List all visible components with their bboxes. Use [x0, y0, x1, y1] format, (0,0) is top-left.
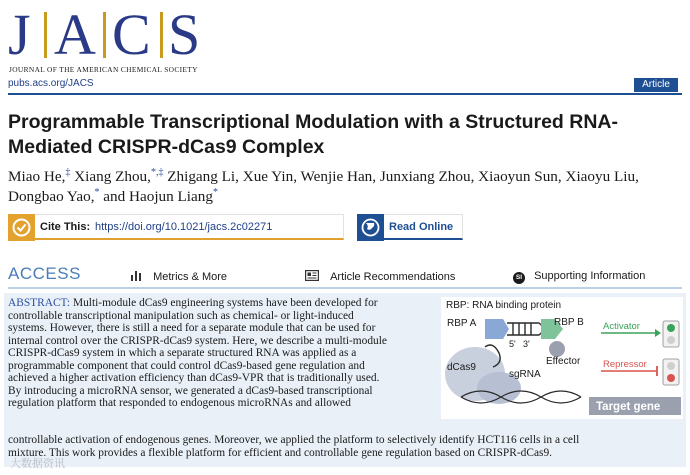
repressor-label: Repressor: [603, 359, 647, 370]
effector-label: Effector: [546, 356, 581, 367]
recommendations-label: Article Recommendations: [330, 271, 456, 283]
access-heading: ACCESS: [8, 264, 81, 283]
green-light: [667, 324, 675, 332]
author-name[interactable]: Miao He,: [8, 168, 66, 185]
abstract-line: controllable transcriptional manipulation such as chemical- or light-induced: [8, 309, 354, 322]
target-gene-label: Target gene: [596, 401, 661, 413]
read-online-label: Read Online: [389, 221, 454, 233]
rbp-b-label: RBP B: [554, 317, 584, 328]
header-rule: [8, 93, 682, 95]
author-name[interactable]: Dongbao Yao,: [8, 188, 95, 205]
sgrna-label: sgRNA: [509, 369, 541, 380]
si-icon: [513, 272, 525, 284]
metrics-link[interactable]: [130, 270, 227, 283]
journal-logo[interactable]: [8, 2, 223, 74]
dcas9-label: dCas9: [447, 362, 476, 373]
activator-label: Activator: [603, 321, 640, 332]
affiliation-mark: *: [212, 186, 218, 198]
affiliation-mark: *,‡: [150, 166, 164, 178]
abstract-line: ABSTRACT: Multi-module dCas9 engineering systems have been developed for: [8, 297, 378, 309]
si-badge-text: SI: [515, 274, 523, 281]
abstract-heading: ABSTRACT:: [8, 297, 71, 309]
cite-this-box: [8, 214, 344, 240]
abstract-text-full-width: [8, 434, 684, 459]
title-line: Mediated CRISPR-dCas9 Complex: [8, 136, 325, 158]
toc-graphic: [441, 297, 683, 419]
watermark: 大数据资讯: [10, 458, 65, 470]
grey-light: [667, 336, 675, 344]
abstract-line: internal control over the CRISPR-dCas9 system. Here, we describe a multi-module: [8, 334, 387, 347]
journal-url[interactable]: pubs.acs.org/JACS: [8, 78, 94, 89]
abstract-line: By introducing a microRNA sensor, we generated a dCas9-based transcriptional: [8, 384, 373, 397]
three-prime-label: 3': [523, 339, 530, 349]
logo-divider: [160, 12, 163, 58]
rbp-caption: RBP: RNA binding protein: [446, 300, 562, 311]
abstract-line: systems. However, there is still a need for a separate module that can be used for: [8, 322, 376, 334]
logo-letter-a: A: [54, 2, 96, 67]
rbp-a-label: RBP A: [447, 318, 477, 329]
abstract-line: CRISPR-dCas9 system in which a separate structured RNA was applied as a: [8, 347, 357, 359]
logo-divider: [103, 12, 106, 58]
five-prime-label: 5': [509, 339, 516, 349]
bar-chart-icon: [130, 270, 142, 281]
article-list-icon: [305, 270, 319, 281]
journal-subtitle: JOURNAL OF THE AMERICAN CHEMICAL SOCIETY: [9, 65, 198, 74]
recommendations-link[interactable]: [305, 270, 455, 283]
author-list: [8, 167, 683, 207]
author-name[interactable]: and Haojun Liang: [99, 188, 213, 205]
red-light: [667, 374, 675, 382]
abstract-line: regulation platform that responded to endogenous microRNAs and allowed: [8, 397, 351, 409]
affiliation-mark: *: [94, 186, 100, 198]
abstract-line: programmable component that could control dCas9-based gene regulation and: [8, 359, 365, 372]
abstract-line: mixture. This work provides a flexible platform for efficient and controllable gene regulation based on CRISPR-dCas9.: [8, 446, 552, 459]
article-type-badge: Article: [634, 78, 678, 92]
globe-icon: [357, 214, 384, 241]
checkmark-icon: [8, 214, 35, 241]
supporting-info-link[interactable]: [513, 270, 645, 284]
effector-shape: [549, 341, 565, 357]
access-rule: [8, 287, 682, 289]
logo-letter-s: S: [168, 2, 201, 67]
logo-letter-c: C: [112, 2, 151, 67]
metrics-label: Metrics & More: [153, 271, 228, 283]
title-line: Programmable Transcriptional Modulation with a Structured RNA-: [8, 111, 618, 133]
abstract-line: achieved a higher activation efficiency than dCas9-VPR that is traditionally used.: [8, 372, 380, 384]
author-line: [8, 167, 683, 187]
abstract-text: [8, 297, 432, 410]
cite-label: Cite This:: [40, 221, 91, 233]
logo-divider: [44, 12, 47, 58]
doi-link[interactable]: https://doi.org/10.1021/jacs.2c02271: [95, 221, 273, 233]
article-title: [8, 110, 683, 160]
affiliation-mark: ‡: [65, 166, 71, 178]
abstract-line: controllable activation of endogenous genes. Moreover, we applied the platform to selectively identify HCT116 cells in a cell: [8, 434, 580, 446]
supporting-info-label: Supporting Information: [534, 270, 646, 282]
grey-light: [667, 362, 675, 370]
logo-letter-j: J: [8, 2, 31, 67]
author-name[interactable]: Xiang Zhou,: [70, 168, 151, 185]
author-name[interactable]: Zhigang Li, Xue Yin, Wenjie Han, Junxiang Zhou, Xiaoyun Sun, Xiaoyu Liu,: [163, 168, 639, 185]
author-line: [8, 187, 683, 207]
read-online-button[interactable]: [357, 214, 463, 240]
